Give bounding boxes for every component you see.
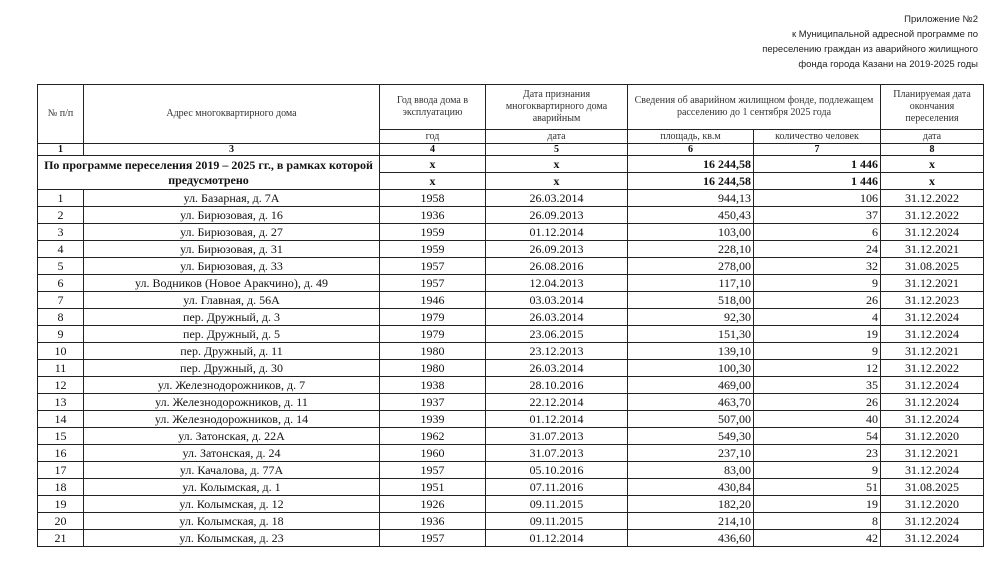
row-area: 430,84 [628, 479, 754, 496]
row-people: 51 [754, 479, 881, 496]
row-people: 4 [754, 309, 881, 326]
row-num: 15 [38, 428, 84, 445]
row-date: 28.10.2016 [486, 377, 628, 394]
row-num: 14 [38, 411, 84, 428]
colnum-4: 4 [380, 144, 486, 156]
row-address: ул. Затонская, д. 24 [84, 445, 380, 462]
row-people: 40 [754, 411, 881, 428]
table-row [38, 207, 984, 224]
colnum-6: 6 [628, 144, 754, 156]
row-area: 139,10 [628, 343, 754, 360]
row-address: ул. Качалова, д. 77А [84, 462, 380, 479]
row-planned: 31.12.2021 [881, 445, 984, 462]
colnum-3: 3 [84, 144, 380, 156]
totals-year: x [380, 156, 486, 173]
table-row [38, 428, 984, 445]
row-date: 12.04.2013 [486, 275, 628, 292]
row-area: 469,00 [628, 377, 754, 394]
header-date-recognized: Дата признания многоквартирного дома аварийным [486, 85, 628, 130]
table-row [38, 445, 984, 462]
row-area: 103,00 [628, 224, 754, 241]
row-people: 9 [754, 343, 881, 360]
row-planned: 31.12.2024 [881, 462, 984, 479]
colnum-8: 8 [881, 144, 984, 156]
row-num: 12 [38, 377, 84, 394]
row-num: 9 [38, 326, 84, 343]
totals-planned: x [881, 173, 984, 190]
row-people: 42 [754, 530, 881, 547]
subheader-people: количество человек [754, 130, 881, 144]
row-address: пер. Дружный, д. 3 [84, 309, 380, 326]
row-planned: 31.12.2024 [881, 326, 984, 343]
row-address: ул. Железнодорожников, д. 14 [84, 411, 380, 428]
row-year: 1946 [380, 292, 486, 309]
row-area: 214,10 [628, 513, 754, 530]
header-year: Год ввода дома в эксплуатацию [380, 85, 486, 130]
row-year: 1938 [380, 377, 486, 394]
totals-area: 16 244,58 [628, 173, 754, 190]
row-date: 05.10.2016 [486, 462, 628, 479]
row-people: 37 [754, 207, 881, 224]
row-num: 1 [38, 190, 84, 207]
row-area: 100,30 [628, 360, 754, 377]
row-address: ул. Колымская, д. 23 [84, 530, 380, 547]
subheader-area: площадь, кв.м [628, 130, 754, 144]
header-address: Адрес многоквартирного дома [84, 85, 380, 144]
row-people: 9 [754, 462, 881, 479]
row-address: ул. Водников (Новое Аракчино), д. 49 [84, 275, 380, 292]
row-planned: 31.12.2024 [881, 377, 984, 394]
row-date: 26.03.2014 [486, 309, 628, 326]
row-year: 1957 [380, 462, 486, 479]
row-area: 237,10 [628, 445, 754, 462]
row-year: 1957 [380, 258, 486, 275]
row-year: 1937 [380, 394, 486, 411]
row-area: 151,30 [628, 326, 754, 343]
table-row [38, 377, 984, 394]
row-num: 10 [38, 343, 84, 360]
row-planned: 31.08.2025 [881, 479, 984, 496]
table-row [38, 258, 984, 275]
row-date: 26.03.2014 [486, 190, 628, 207]
subheader-date: дата [486, 130, 628, 144]
row-year: 1939 [380, 411, 486, 428]
row-address: ул. Колымская, д. 18 [84, 513, 380, 530]
row-people: 54 [754, 428, 881, 445]
subheader-date2: дата [881, 130, 984, 144]
row-year: 1936 [380, 207, 486, 224]
totals-area: 16 244,58 [628, 156, 754, 173]
table-row [38, 530, 984, 547]
totals-year: x [380, 173, 486, 190]
row-address: ул. Бирюзовая, д. 31 [84, 241, 380, 258]
row-area: 436,60 [628, 530, 754, 547]
table-row [38, 513, 984, 530]
row-planned: 31.12.2021 [881, 241, 984, 258]
row-people: 106 [754, 190, 881, 207]
row-address: пер. Дружный, д. 11 [84, 343, 380, 360]
row-planned: 31.12.2022 [881, 190, 984, 207]
row-area: 518,00 [628, 292, 754, 309]
row-address: ул. Колымская, д. 12 [84, 496, 380, 513]
row-people: 12 [754, 360, 881, 377]
row-address: пер. Дружный, д. 5 [84, 326, 380, 343]
row-date: 26.08.2016 [486, 258, 628, 275]
row-planned: 31.08.2025 [881, 258, 984, 275]
row-year: 1926 [380, 496, 486, 513]
totals-date: x [486, 156, 628, 173]
table-row [38, 462, 984, 479]
row-year: 1957 [380, 530, 486, 547]
row-planned: 31.12.2022 [881, 360, 984, 377]
row-area: 83,00 [628, 462, 754, 479]
colnum-7: 7 [754, 144, 881, 156]
row-year: 1960 [380, 445, 486, 462]
row-date: 26.09.2013 [486, 241, 628, 258]
row-date: 31.07.2013 [486, 428, 628, 445]
table-row [38, 479, 984, 496]
row-num: 13 [38, 394, 84, 411]
row-planned: 31.12.2024 [881, 394, 984, 411]
row-num: 20 [38, 513, 84, 530]
row-area: 92,30 [628, 309, 754, 326]
table-row [38, 224, 984, 241]
row-year: 1980 [380, 360, 486, 377]
row-planned: 31.12.2020 [881, 428, 984, 445]
row-num: 8 [38, 309, 84, 326]
table-row [38, 275, 984, 292]
table-row [38, 343, 984, 360]
row-planned: 31.12.2024 [881, 411, 984, 428]
row-year: 1979 [380, 309, 486, 326]
row-num: 18 [38, 479, 84, 496]
row-date: 26.03.2014 [486, 360, 628, 377]
row-num: 7 [38, 292, 84, 309]
appendix-note [618, 12, 978, 72]
row-address: ул. Затонская, д. 22А [84, 428, 380, 445]
resettlement-table [37, 84, 984, 547]
row-planned: 31.12.2024 [881, 224, 984, 241]
row-planned: 31.12.2021 [881, 275, 984, 292]
row-people: 19 [754, 496, 881, 513]
row-date: 01.12.2014 [486, 224, 628, 241]
row-address: ул. Бирюзовая, д. 33 [84, 258, 380, 275]
row-date: 09.11.2015 [486, 496, 628, 513]
appendix-line: Приложение №2 [904, 14, 978, 25]
colnum-5: 5 [486, 144, 628, 156]
row-num: 2 [38, 207, 84, 224]
row-address: ул. Железнодорожников, д. 11 [84, 394, 380, 411]
row-num: 6 [38, 275, 84, 292]
table-row [38, 326, 984, 343]
row-address: ул. Бирюзовая, д. 16 [84, 207, 380, 224]
row-area: 278,00 [628, 258, 754, 275]
header-info: Сведения об аварийном жилищном фонде, подлежащем расселению до 1 сентября 2025 года [628, 85, 881, 130]
header-planned: Планируемая дата окончания переселения [881, 85, 984, 130]
row-planned: 31.12.2023 [881, 292, 984, 309]
table-row [38, 394, 984, 411]
row-date: 01.12.2014 [486, 411, 628, 428]
row-address: ул. Бирюзовая, д. 27 [84, 224, 380, 241]
row-people: 32 [754, 258, 881, 275]
row-date: 31.07.2013 [486, 445, 628, 462]
row-year: 1959 [380, 241, 486, 258]
row-year: 1962 [380, 428, 486, 445]
row-date: 26.09.2013 [486, 207, 628, 224]
appendix-line: переселению граждан из аварийного жилищного [762, 44, 978, 55]
table-row [38, 241, 984, 258]
row-area: 944,13 [628, 190, 754, 207]
row-date: 01.12.2014 [486, 530, 628, 547]
colnum-1: 1 [38, 144, 84, 156]
row-date: 23.06.2015 [486, 326, 628, 343]
row-area: 182,20 [628, 496, 754, 513]
row-year: 1980 [380, 343, 486, 360]
row-date: 07.11.2016 [486, 479, 628, 496]
table-row [38, 190, 984, 207]
row-date: 23.12.2013 [486, 343, 628, 360]
row-people: 19 [754, 326, 881, 343]
row-address: ул. Главная, д. 56А [84, 292, 380, 309]
row-planned: 31.12.2021 [881, 343, 984, 360]
row-area: 228,10 [628, 241, 754, 258]
header-num: № п/п [38, 85, 84, 144]
row-num: 4 [38, 241, 84, 258]
row-year: 1957 [380, 275, 486, 292]
row-num: 5 [38, 258, 84, 275]
row-address: ул. Железнодорожников, д. 7 [84, 377, 380, 394]
row-area: 463,70 [628, 394, 754, 411]
row-area: 117,10 [628, 275, 754, 292]
row-area: 507,00 [628, 411, 754, 428]
totals-people: 1 446 [754, 156, 881, 173]
row-people: 26 [754, 292, 881, 309]
row-year: 1959 [380, 224, 486, 241]
row-date: 22.12.2014 [486, 394, 628, 411]
row-people: 23 [754, 445, 881, 462]
row-year: 1951 [380, 479, 486, 496]
row-planned: 31.12.2022 [881, 207, 984, 224]
row-num: 17 [38, 462, 84, 479]
row-num: 16 [38, 445, 84, 462]
row-people: 35 [754, 377, 881, 394]
row-planned: 31.12.2024 [881, 513, 984, 530]
totals-date: x [486, 173, 628, 190]
appendix-line: к Муниципальной адресной программе по [791, 29, 978, 40]
row-people: 24 [754, 241, 881, 258]
row-people: 8 [754, 513, 881, 530]
row-area: 450,43 [628, 207, 754, 224]
table-row [38, 360, 984, 377]
row-num: 3 [38, 224, 84, 241]
row-planned: 31.12.2024 [881, 309, 984, 326]
row-people: 9 [754, 275, 881, 292]
row-planned: 31.12.2020 [881, 496, 984, 513]
row-people: 6 [754, 224, 881, 241]
row-num: 21 [38, 530, 84, 547]
row-address: ул. Колымская, д. 1 [84, 479, 380, 496]
row-date: 09.11.2015 [486, 513, 628, 530]
table-row [38, 292, 984, 309]
row-date: 03.03.2014 [486, 292, 628, 309]
row-num: 11 [38, 360, 84, 377]
row-planned: 31.12.2024 [881, 530, 984, 547]
row-address: ул. Базарная, д. 7А [84, 190, 380, 207]
row-address: пер. Дружный, д. 30 [84, 360, 380, 377]
row-year: 1936 [380, 513, 486, 530]
row-area: 549,30 [628, 428, 754, 445]
totals-label: По программе переселения 2019 – 2025 гг., в рамках которой предусмотрено [38, 156, 380, 190]
row-num: 19 [38, 496, 84, 513]
row-year: 1958 [380, 190, 486, 207]
table-row [38, 496, 984, 513]
appendix-line: фонда города Казани на 2019-2025 годы [798, 59, 978, 70]
row-year: 1979 [380, 326, 486, 343]
totals-planned: x [881, 156, 984, 173]
subheader-year: год [380, 130, 486, 144]
totals-people: 1 446 [754, 173, 881, 190]
table-row [38, 309, 984, 326]
table-row [38, 411, 984, 428]
row-people: 26 [754, 394, 881, 411]
